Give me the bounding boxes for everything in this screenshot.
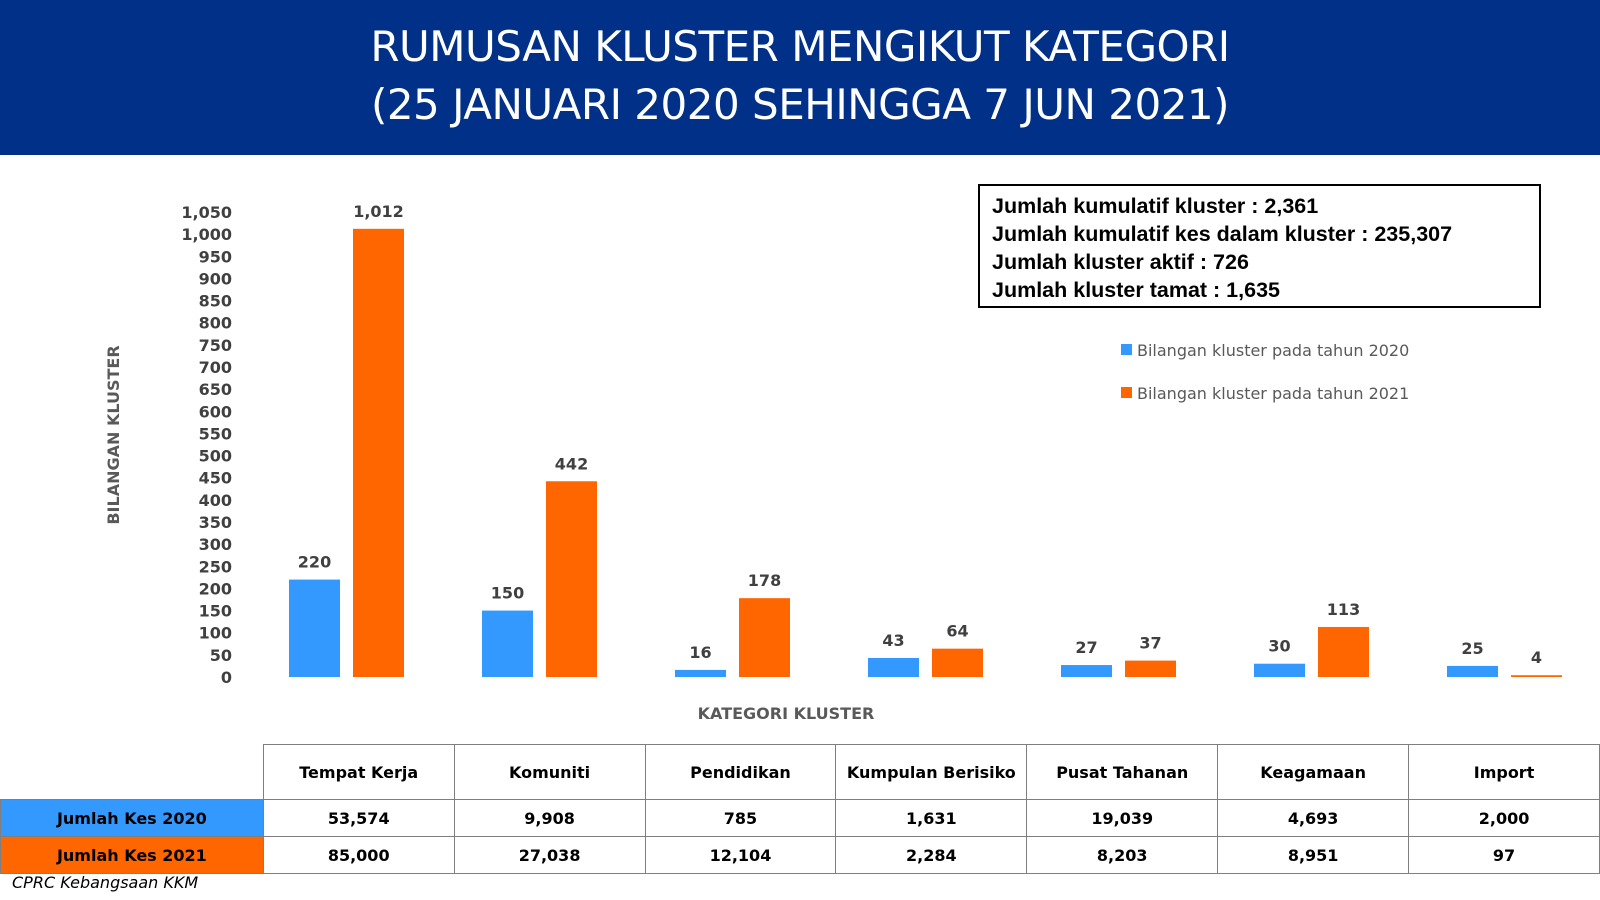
y-tick-label: 50 (209, 645, 232, 665)
bar-2020 (482, 611, 533, 677)
y-tick-label: 950 (198, 247, 232, 267)
table-cell: 9,908 (454, 800, 645, 837)
legend-swatch (1121, 344, 1132, 355)
data-label: 43 (882, 630, 905, 650)
table-cell: 8,951 (1218, 837, 1409, 874)
y-tick-label: 150 (198, 601, 232, 621)
data-label: 1,012 (353, 201, 404, 221)
y-tick-label: 350 (198, 513, 232, 532)
bar-2021 (546, 481, 597, 677)
data-label: 442 (554, 454, 589, 474)
y-tick-label: 1,050 (181, 203, 232, 222)
bar-2021 (1125, 661, 1176, 677)
table-header-cell: Pusat Tahanan (1027, 745, 1218, 800)
source-note: CPRC Kebangsaan KKM (12, 873, 199, 892)
summary-cumulative-cases: Jumlah kumulatif kes dalam kluster : 235,307 (992, 222, 1453, 246)
y-tick-label: 750 (198, 335, 232, 355)
data-label: 64 (946, 621, 969, 641)
legend-label: Bilangan kluster pada tahun 2020 (1137, 341, 1410, 360)
y-axis-title: BILANGAN KLUSTER (104, 345, 123, 525)
row-label-2020: Jumlah Kes 2020 (1, 800, 264, 837)
y-tick-label: 850 (198, 291, 232, 311)
table-cell: 12,104 (645, 837, 836, 874)
y-tick-label: 1,000 (181, 225, 232, 245)
table-header-cell: Tempat Kerja (263, 745, 454, 800)
title-line-1: RUMUSAN KLUSTER MENGIKUT KATEGORI (370, 22, 1230, 71)
bar-2021 (932, 649, 983, 677)
bar-2020 (868, 658, 919, 677)
table-header-cell: Kumpulan Berisiko (836, 745, 1027, 800)
summary-cumulative-clusters: Jumlah kumulatif kluster : 2,361 (992, 194, 1319, 218)
y-tick-label: 650 (198, 380, 232, 400)
table-row-2020 (1, 800, 1600, 837)
legend-label: Bilangan kluster pada tahun 2021 (1137, 384, 1410, 403)
table-cell: 1,631 (836, 800, 1027, 837)
y-tick-label: 0 (220, 668, 232, 687)
table-cell: 85,000 (263, 837, 454, 874)
y-tick-label: 300 (198, 535, 232, 555)
title-banner (0, 0, 1600, 155)
y-tick-label: 450 (198, 468, 232, 488)
data-label: 220 (297, 552, 332, 572)
summary-active-clusters: Jumlah kluster aktif : 726 (992, 250, 1249, 274)
y-tick-label: 400 (198, 490, 232, 510)
table-header-cell: Import (1409, 745, 1600, 800)
data-label: 178 (747, 571, 782, 591)
y-tick-label: 500 (198, 446, 232, 466)
y-tick-label: 200 (198, 579, 232, 599)
y-tick-label: 600 (198, 402, 232, 422)
data-label: 150 (490, 583, 525, 603)
table-cell: 2,284 (836, 837, 1027, 874)
table-header-cell: Pendidikan (645, 745, 836, 800)
table-row-2021 (1, 837, 1600, 874)
data-label: 25 (1461, 638, 1484, 658)
table-corner (1, 745, 264, 800)
summary-ended-clusters: Jumlah kluster tamat : 1,635 (992, 278, 1280, 302)
summary-box (978, 184, 1541, 308)
y-tick-label: 700 (198, 358, 232, 377)
data-label: 37 (1139, 633, 1162, 653)
table-header-cell: Komuniti (454, 745, 645, 800)
data-label: 4 (1530, 648, 1543, 668)
title-line-2: (25 JANUARI 2020 SEHINGGA 7 JUN 2021) (370, 80, 1230, 129)
y-tick-label: 100 (198, 623, 232, 643)
table-cell: 4,693 (1218, 800, 1409, 837)
y-tick-label: 550 (198, 424, 232, 444)
table-cell: 8,203 (1027, 837, 1218, 874)
table-header-cell: Keagamaan (1218, 745, 1409, 800)
bar-2020 (1254, 664, 1305, 677)
data-label: 27 (1075, 638, 1098, 658)
table-header-row (1, 745, 1600, 800)
bar-2020 (1061, 665, 1112, 677)
data-label: 30 (1268, 636, 1291, 656)
row-label-2021: Jumlah Kes 2021 (1, 837, 264, 874)
cases-table (0, 744, 1600, 874)
data-label: 16 (689, 642, 712, 662)
table-cell: 27,038 (454, 837, 645, 874)
table-cell: 53,574 (263, 800, 454, 837)
table-cell: 19,039 (1027, 800, 1218, 837)
y-tick-label: 800 (198, 313, 232, 333)
y-tick-label: 250 (198, 557, 232, 577)
bar-2020 (1447, 666, 1498, 677)
bar-2020 (675, 670, 726, 677)
legend-swatch (1121, 387, 1132, 398)
table-cell: 97 (1409, 837, 1600, 874)
bar-2021 (1511, 675, 1562, 677)
data-label: 113 (1326, 599, 1361, 619)
y-tick-label: 900 (198, 269, 232, 289)
bar-2021 (1318, 627, 1369, 677)
x-axis-title: KATEGORI KLUSTER (697, 704, 875, 723)
table-cell: 2,000 (1409, 800, 1600, 837)
bar-2021 (739, 598, 790, 677)
bar-2020 (289, 580, 340, 677)
bar-2021 (353, 229, 404, 677)
table-cell: 785 (645, 800, 836, 837)
